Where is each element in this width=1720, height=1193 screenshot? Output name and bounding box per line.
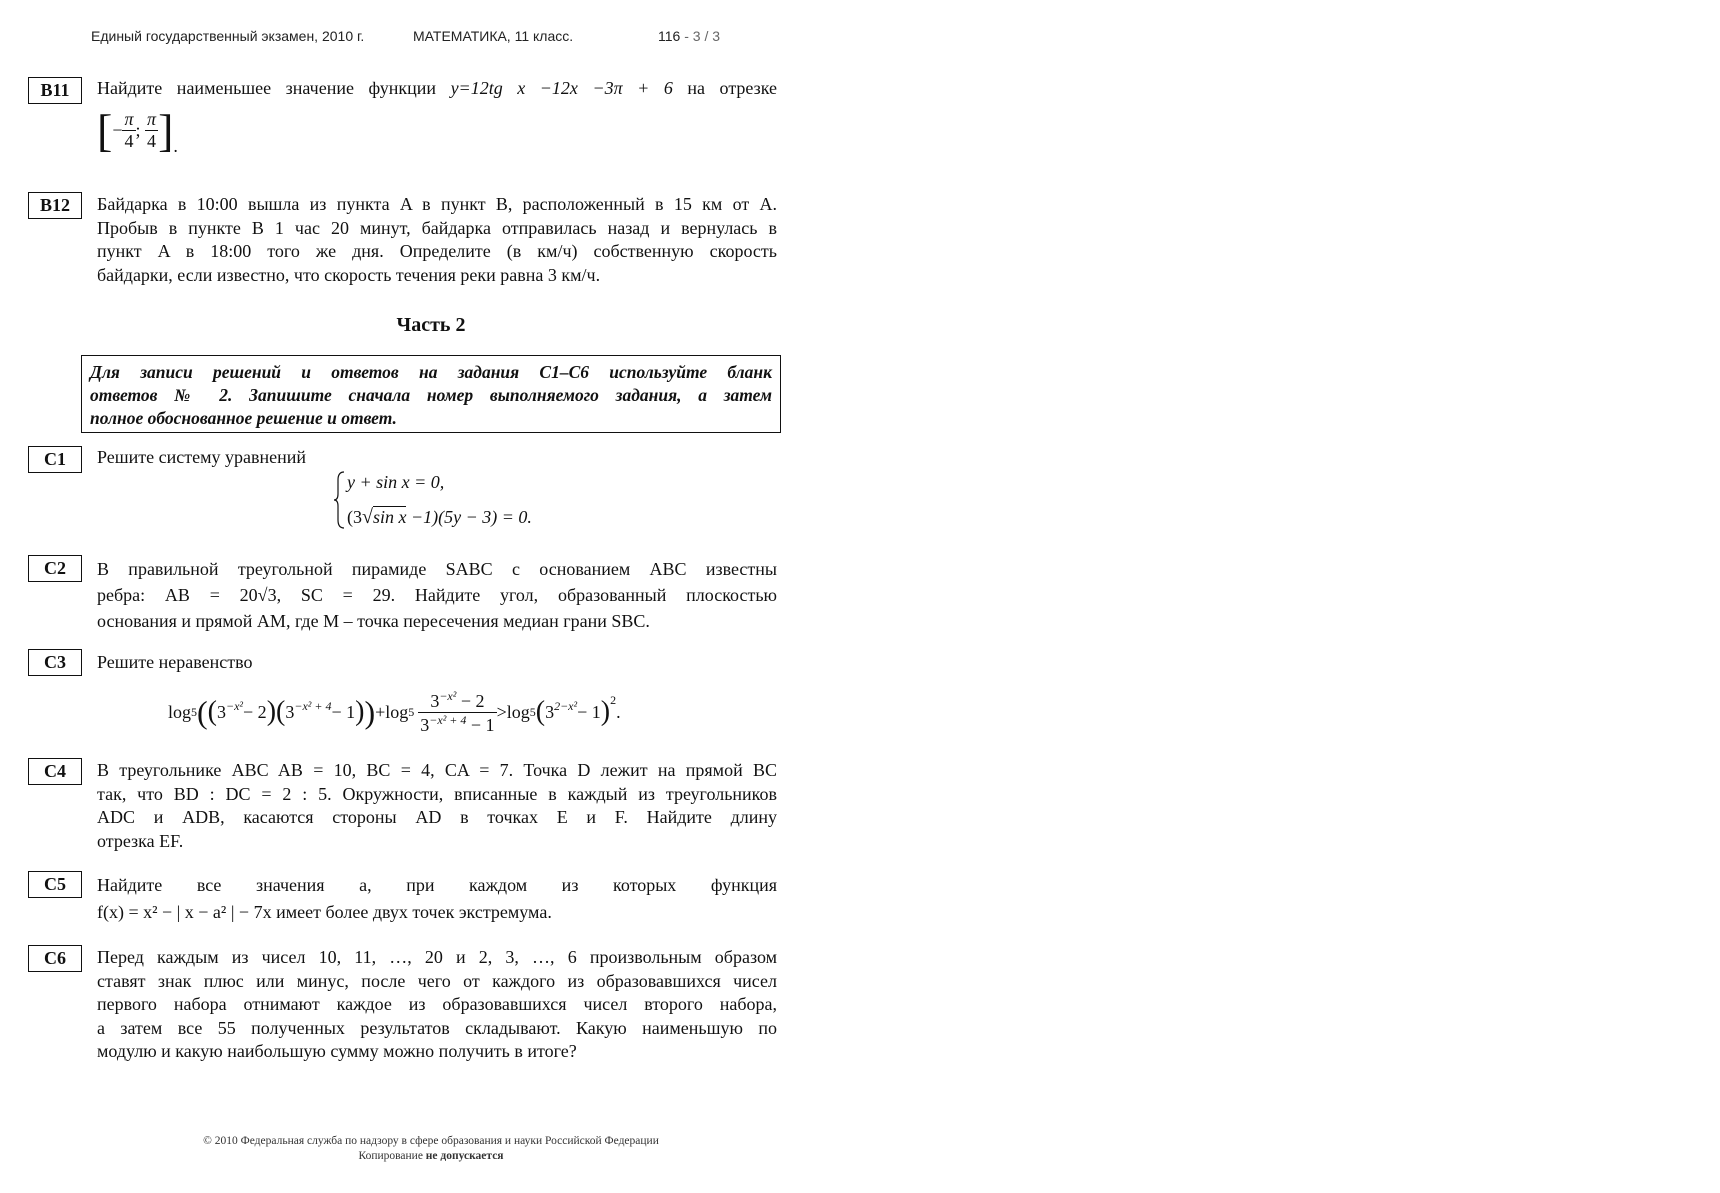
task-text-c3 [97,651,777,675]
b11-frac-right: $\frac{\pi}{4}$ [147,109,157,151]
c6-line-2: ставят знак плюс или минус, после чего от каждого из образовавшихся чисел [97,970,777,991]
b11-line-1 [97,77,777,101]
b11-text-b: на отрезке [687,78,778,98]
b11-frac-left: $\frac{\pi}{4}$ [124,109,134,151]
c1-eq2-post: −1)(5y − 3) = 0. [406,507,532,527]
c6-line-3: первого набора отнимают каждое из образовавшихся чисел второго набора, [97,994,777,1014]
c4-line-1: В треугольнике ABC AB = 10, BC = 4, CA = 7. Точка D лежит на прямой BC [97,760,777,780]
c2-line-1: В правильной треугольной пирамиде SABC с основанием ABC известны [97,559,777,579]
b11-interval: [− $\frac{\pi}{4}$ ; $\frac{\pi}{4}$ ]. [97,105,178,156]
c5-line-2: f(x) = x² − | x − a² | − 7x имеет более двух точек экстремума. [97,902,552,922]
c2-line-3: основания и прямой AM, где M – точка пересечения медиан грани SBC. [97,611,650,631]
note-line-1: Для записи решений и ответов на задания С1–С6 используйте бланк [90,362,772,382]
task-label-b11: B11 [28,77,82,104]
header-page-of: - 3 / 3 [684,28,721,44]
task-text-c1 [97,446,777,470]
c1-eq1: y + sin x = 0, [347,472,445,492]
task-label-c3: С3 [28,649,82,676]
instructions-box [81,355,781,433]
c5-line-1: Найдите все значения a, при каждом из которых функция [97,875,777,895]
task-label-c2: С2 [28,555,82,582]
b12-line-3: пункт A в 18:00 того же дня. Определите (в км/ч) собственную скорость [97,241,777,261]
c1-system-brace [334,470,346,530]
note-line-3: полное обоснованное решение и ответ. [90,408,397,428]
footer-copy-notice [0,1150,862,1162]
part2-heading: Часть 2 [396,314,466,336]
c3-text: Решите неравенство [97,652,253,672]
header-page [658,28,720,44]
footer-copy-text: Копирование [358,1150,426,1162]
header-exam: Единый государственный экзамен, 2010 г. [91,28,365,44]
task-label-c4: С4 [28,758,82,785]
task-label-c6: С6 [28,945,82,972]
task-text-b11 [97,77,777,101]
c4-line-4: отрезка EF. [97,830,184,851]
c6-line-1: Перед каждым из чисел 10, 11, …, 20 и 2, 3, …, 6 произвольным образом [97,947,777,967]
note-line-2: ответов № 2. Запишите сначала номер выполняемого задания, а затем [90,385,772,405]
header-subject: МАТЕМАТИКА, 11 класс. [413,28,574,44]
b11-formula: y=12tg x −12x −3π + 6 [450,78,673,98]
task-text-c6 [97,946,777,1064]
c3-inequality: log 5 ( ( 3 $^{-x^2}$ − 2 ) ( 3 $^{-x^2 + 4}$ − 1 ) ) + log 5 $\frac{3^{-x^2} - 2}{3^{-x^2 + 4} - 1}$ > log 5 ( 3 $^{2-x^2}$ − 1 ) $^2$ . [168,688,621,735]
task-label-b12: B12 [28,192,82,219]
task-text-c2 [97,556,777,634]
c1-text: Решите систему уравнений [97,447,306,467]
task-text-c5 [97,872,777,926]
c4-line-2: так, что BD : DC = 2 : 5. Окружности, вписанные в каждый из треугольников [97,783,777,804]
c1-eq2-pre: (3 [347,507,362,527]
c4-line-3: ADC и ADB, касаются стороны AD в точках E и F. Найдите длину [97,807,777,827]
c6-line-4: а затем все 55 полученных результатов складывают. Какую наименьшую по [97,1017,777,1038]
task-label-c5: С5 [28,871,82,898]
task-label-c1: С1 [28,446,82,473]
b12-line-1: Байдарка в 10:00 вышла из пункта A в пункт B, расположенный в 15 км от A. [97,194,777,214]
b12-line-4: байдарки, если известно, что скорость течения реки равна 3 км/ч. [97,264,601,285]
header-page-num: 116 [658,28,681,44]
b11-text-a: Найдите наименьшее значение функции [97,78,437,98]
c2-line-2: ребра: AB = 20√3, SC = 29. Найдите угол, образованный плоскостью [97,585,777,605]
c3-fraction: $\frac{3^{-x^2} - 2}{3^{-x^2 + 4} - 1}$ [420,688,495,735]
c1-eq2: (3√sin x −1)(5y − 3) = 0. [347,506,532,528]
b12-line-2: Пробыв в пункте B 1 час 20 минут, байдарка отправилась назад и вернулась в [97,217,777,238]
task-text-b12 [97,193,777,287]
footer-copy-bold: не допускается [425,1150,504,1162]
c1-eq2-root: sin x [372,507,407,527]
footer-copyright: © 2010 Федеральная служба по надзору в сфере образования и науки Российской Федерации [203,1135,659,1147]
task-text-c4 [97,759,777,853]
c6-line-5: модулю и какую наибольшую сумму можно получить в итоге? [97,1041,577,1061]
